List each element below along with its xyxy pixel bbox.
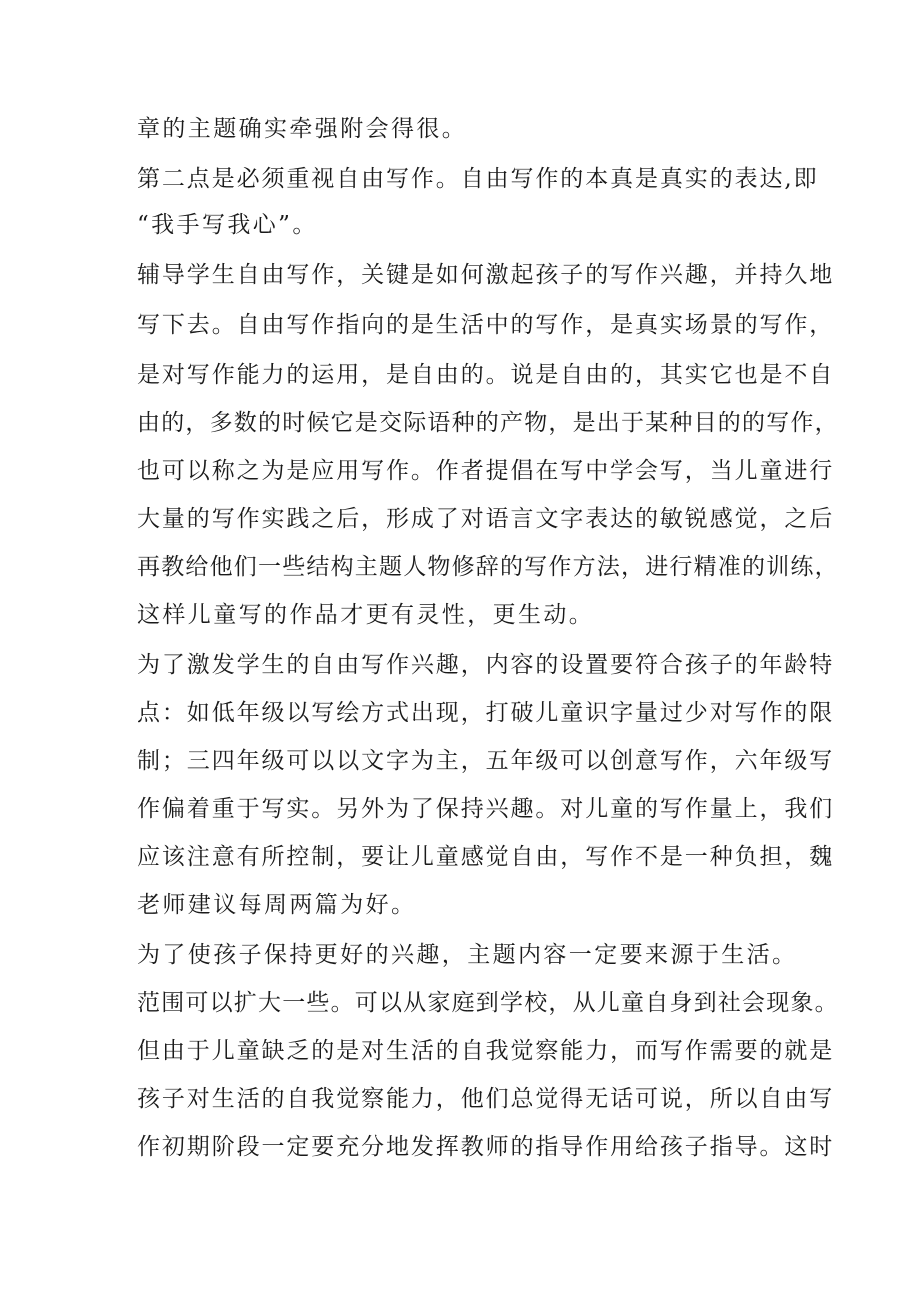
text-line: 为了使孩子保持更好的兴趣，主题内容一定要来源于生活。 [137, 942, 798, 968]
text-line: 范围可以扩大一些。可以从家庭到学校，从儿童自身到社会现象。 [137, 990, 839, 1016]
text-line: 作偏着重于写实。另外为了保持兴趣。对儿童的写作量上，我们 [137, 796, 835, 822]
text-line: 由的，多数的时候它是交际语种的产物，是出于某种目的的写作， [137, 410, 839, 436]
text-line: 章的主题确实牵强附会得很。 [137, 116, 468, 142]
text-line: 但由于儿童缺乏的是对生活的自我觉察能力，而写作需要的就是 [137, 1038, 835, 1064]
text-line: 制；三四年级可以以文字为主，五年级可以创意写作，六年级写 [137, 748, 835, 774]
text-line: 也可以称之为是应用写作。作者提倡在写中学会写，当儿童进行 [137, 458, 835, 484]
text-line: 大量的写作实践之后，形成了对语言文字表达的敏锐感觉，之后 [137, 506, 835, 532]
text-line: 孩子对生活的自我觉察能力，他们总觉得无话可说，所以自由写 [137, 1086, 835, 1112]
text-line: 这样儿童写的作品才更有灵性，更生动。 [137, 602, 595, 628]
text-line: 再教给他们一些结构主题人物修辞的写作方法，进行精准的训练， [137, 554, 839, 580]
text-line: 作初期阶段一定要充分地发挥教师的指导作用给孩子指导。这时 [137, 1134, 835, 1160]
text-line: 点：如低年级以写绘方式出现，打破儿童识字量过少对写作的限 [137, 700, 835, 726]
text-line: 辅导学生自由写作，关键是如何激起孩子的写作兴趣，并持久地 [137, 262, 835, 288]
text-line: “我手写我心”。 [137, 212, 318, 238]
text-line: 应该注意有所控制，要让儿童感觉自由，写作不是一种负担，魏 [137, 844, 835, 870]
text-line: 是对写作能力的运用，是自由的。说是自由的，其实它也是不自 [137, 362, 835, 388]
text-line: 写下去。自由写作指向的是生活中的写作，是真实场景的写作， [137, 312, 835, 338]
text-line: 老师建议每周两篇为好。 [137, 892, 417, 918]
text-line: 第二点是必须重视自由写作。自由写作的本真是真实的表达,即 [137, 166, 819, 192]
text-line: 为了激发学生的自由写作兴趣，内容的设置要符合孩子的年龄特 [137, 652, 835, 678]
